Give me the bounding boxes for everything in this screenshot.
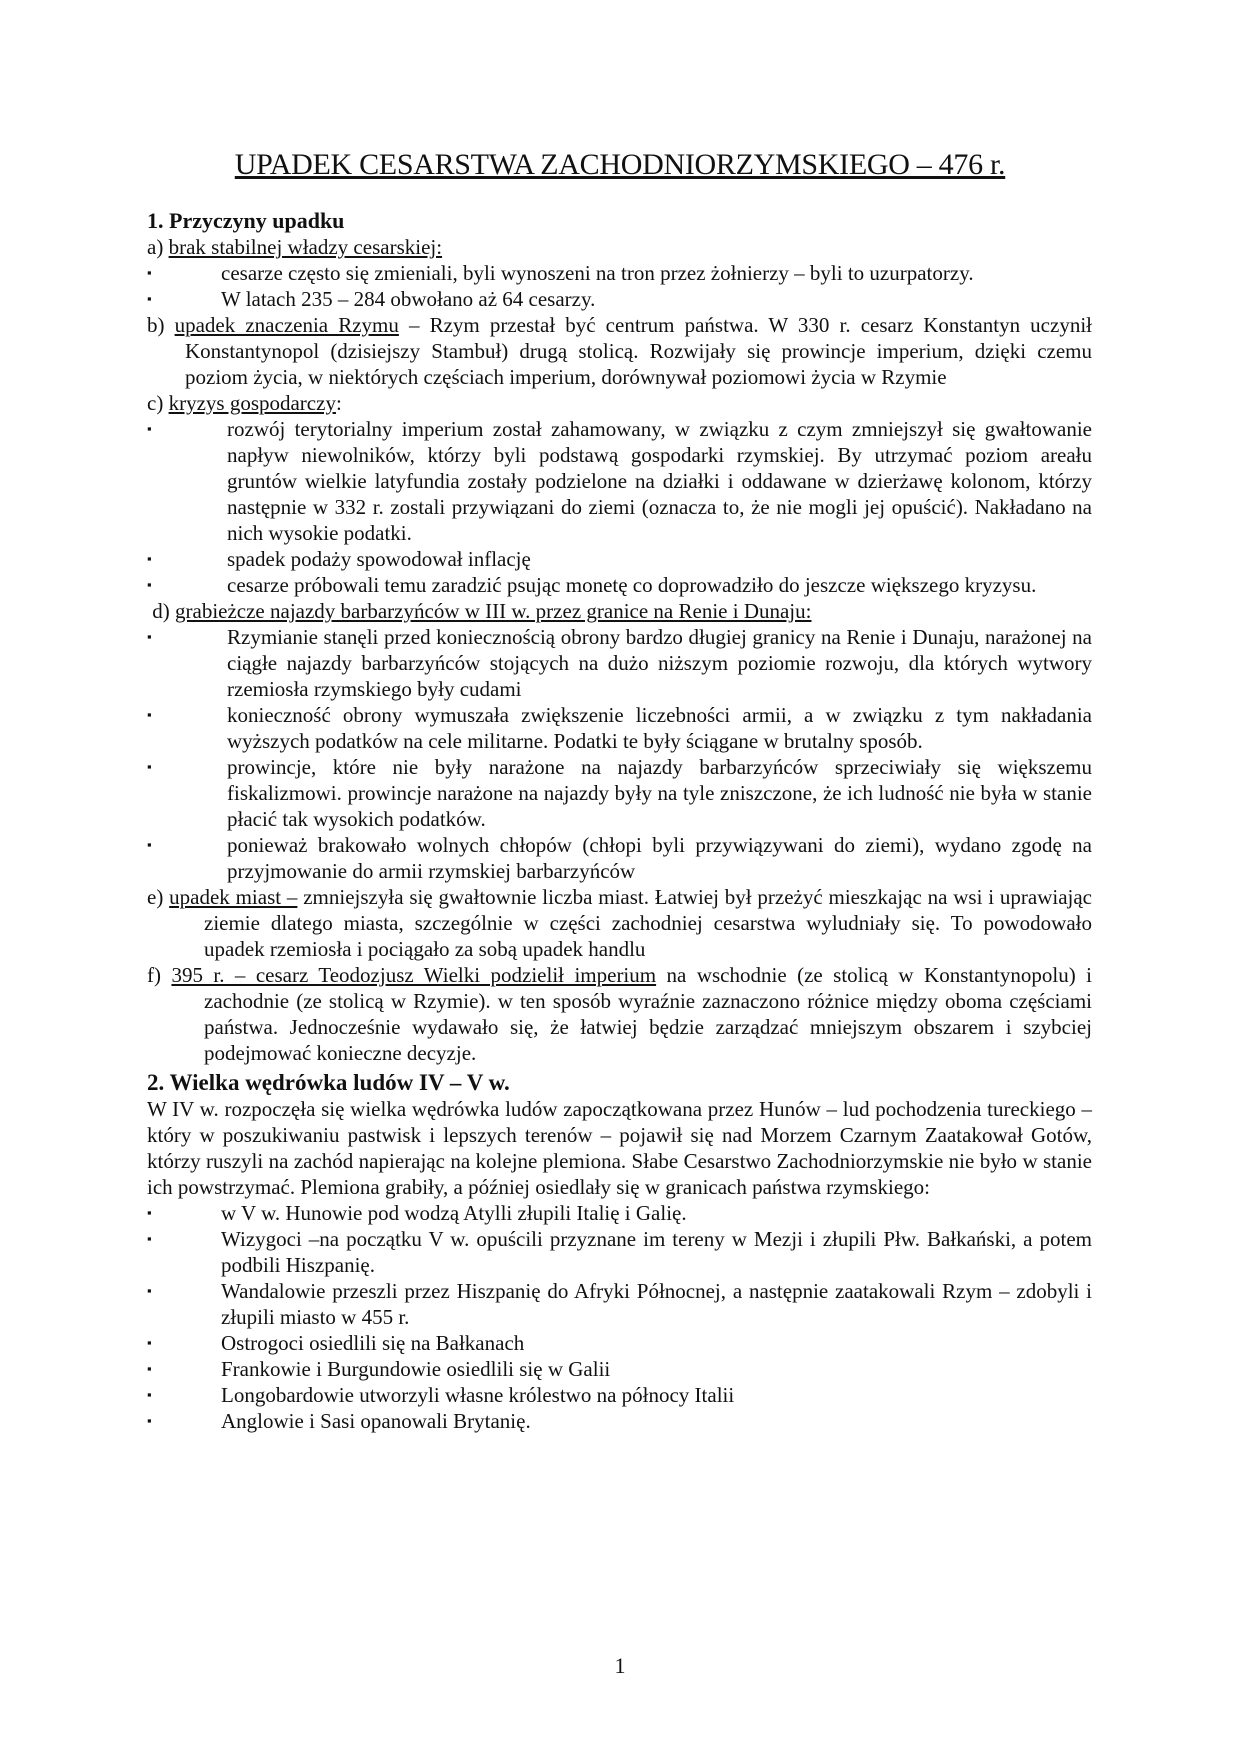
point-c-title: kryzys gospodarczy — [168, 391, 336, 415]
point-c-list — [147, 416, 1092, 598]
list-item: ▪ Rzymianie stanęli przed koniecznością obrony bardzo długiej granicy na Renie i Dunaju, narażonej na ciągłe najazdy barbarzyńców stojących na dużo niższym poziomie rozwoju, dla których wytwory rzemiosła rzymskiego były cudami — [147, 625, 1092, 701]
bullet-icon: ▪ — [147, 421, 152, 436]
list-item: ▪ cesarze próbowali temu zaradzić psując monetę co doprowadziło do jeszcze większego kryzysu. — [147, 573, 1037, 597]
point-d — [147, 598, 1092, 624]
bullet-icon: ▪ — [147, 629, 152, 644]
bullet-icon: ▪ — [147, 1231, 152, 1246]
section2-heading: 2. Wielka wędrówka ludów IV – V w. — [147, 1070, 510, 1095]
point-e-label: e) — [147, 885, 170, 909]
point-a-title: brak stabilnej władzy cesarskiej: — [168, 235, 443, 259]
list-item: ▪ spadek podaży spowodował inflację — [147, 547, 531, 571]
section2-list — [147, 1200, 1092, 1434]
list-item: ▪ konieczność obrony wymuszała zwiększenie liczebności armii, a w związku z tym nakładania wyższych podatków na cele militarne. Podatki te były ściągane w brutalny sposób. — [147, 703, 1092, 753]
list-item: ▪ Anglowie i Sasi opanowali Brytanię. — [147, 1409, 531, 1433]
point-c-label: c) — [147, 391, 169, 415]
point-b-label: b) — [147, 313, 175, 337]
point-a-label: a) — [147, 235, 169, 259]
point-d-title: grabieżcze najazdy barbarzyńców w III w. przez granice na Renie i Dunaju: — [175, 599, 812, 623]
list-item: ▪ Longobardowie utworzyli własne królestwo na północy Italii — [147, 1383, 735, 1407]
list-item: ▪ w V w. Hunowie pod wodzą Atylli złupili Italię i Galię. — [147, 1201, 687, 1225]
page-number: 1 — [614, 1653, 626, 1678]
section1-heading: 1. Przyczyny upadku — [147, 208, 345, 233]
bullet-icon: ▪ — [147, 1413, 152, 1428]
list-item: ▪ rozwój terytorialny imperium został zahamowany, w związku z czym zmniejszył się gwałtowanie napływ niewolników, którzy byli podstawą gospodarki rzymskiej. By utrzymać poziom areału gruntów wielkie latyfundia zostały podzielone na działki i oddawane w dzierżawę kolonom, którzy następnie w 332 r. zostali przywiązani do ziemi (oznacza to, że nie mogli jej opuścić). Nakładano na nich wysokie podatki. — [147, 417, 1092, 545]
point-a — [147, 234, 1092, 260]
bullet-icon: ▪ — [147, 707, 152, 722]
list-item: ▪ Ostrogoci osiedlili się na Bałkanach — [147, 1331, 525, 1355]
point-b — [147, 312, 1092, 390]
bullet-icon: ▪ — [147, 265, 152, 280]
bullet-icon: ▪ — [147, 1335, 152, 1350]
bullet-icon: ▪ — [147, 1283, 152, 1298]
document-body — [147, 208, 1092, 1434]
list-item: ▪ Wandalowie przeszli przez Hiszpanię do Afryki Północnej, a następnie zaatakowali Rzym – zdobyli i złupili miasto w 455 r. — [147, 1279, 1092, 1329]
point-c: c) kryzys gospodarczy: — [147, 391, 342, 415]
point-b-text: – Rzym przestał być centrum państwa. W 330 r. cesarz Konstantyn uczynił Konstantynopol (dzisiejszy Stambuł) drugą stolicą. Rozwijały się prowincje imperium, dzięki czemu poziom życia, w niektórych częściach imperium, dorównywał poziomowi życia w Rzymie — [185, 313, 1092, 389]
list-item: ▪ ponieważ brakowało wolnych chłopów (chłopi byli przywiązywani do ziemi), wydano zgodę na przyjmowanie do armii rzymskiej barbarzyńców — [147, 833, 1092, 883]
bullet-icon: ▪ — [147, 1361, 152, 1376]
point-f-text: na wschodnie (ze stolicą w Konstantynopolu) i zachodnie (ze stolicą w Rzymie). w ten sposób wyraźnie zaznaczono różnice między oboma częściami państwa. Jednocześnie wydawało się, że łatwiej będzie zarządzać mniejszym obszarem i szybciej podejmować konieczne decyzje. — [204, 963, 1092, 1065]
point-f-label: f) — [147, 963, 172, 987]
list-item: ▪ Wizygoci –na początku V w. opuścili przyznane im tereny w Mezji i złupili Płw. Bałkański, a potem podbili Hiszpanię. — [147, 1227, 1092, 1277]
bullet-icon: ▪ — [147, 1387, 152, 1402]
point-e — [147, 884, 1092, 962]
point-f-title: 395 r. – cesarz Teodozjusz Wielki podzielił imperium — [171, 963, 657, 987]
section2-intro: W IV w. rozpoczęła się wielka wędrówka ludów zapoczątkowana przez Hunów – lud pochodzenia tureckiego – który w poszukiwaniu pastwisk i lepszych terenów – pojawił się nad Morzem Czarnym Zaatakował Gotów, którzy ruszyli na zachód napierając na kolejne plemiona. Słabe Cesarstwo Zachodniorzymskie nie było w stanie ich powstrzymać. Plemiona grabiły, a później osiedlały się w granicach państwa rzymskiego: — [147, 1097, 1092, 1199]
bullet-icon: ▪ — [147, 577, 152, 592]
list-item: ▪ cesarze często się zmieniali, byli wynoszeni na tron przez żołnierzy – byli to uzurpatorzy. — [147, 261, 974, 285]
point-d-list — [147, 624, 1092, 884]
bullet-icon: ▪ — [147, 551, 152, 566]
point-e-title: upadek miast – — [169, 885, 298, 909]
point-f — [147, 962, 1092, 1066]
bullet-icon: ▪ — [147, 1205, 152, 1220]
list-item: ▪ W latach 235 – 284 obwołano aż 64 cesarzy. — [147, 287, 596, 311]
point-a-list — [147, 260, 1092, 312]
page-title: UPADEK CESARSTWA ZACHODNIORZYMSKIEGO – 476 r. — [234, 148, 1006, 181]
point-e-text: zmniejszyła się gwałtownie liczba miast. Łatwiej był przeżyć mieszkając na wsi i uprawiając ziemie dlatego miasta, szczególnie w części zachodniej cesarstwa wyludniały się. To powodowało upadek rzemiosła i pociągało za sobą upadek handlu — [204, 885, 1092, 961]
bullet-icon: ▪ — [147, 291, 152, 306]
bullet-icon: ▪ — [147, 759, 152, 774]
list-item: ▪ Frankowie i Burgundowie osiedlili się w Galii — [147, 1357, 611, 1381]
point-b-title: upadek znaczenia Rzymu — [174, 313, 399, 337]
bullet-icon: ▪ — [147, 837, 152, 852]
point-d-label: d) — [147, 599, 175, 623]
list-item: ▪ prowincje, które nie były narażone na najazdy barbarzyńców sprzeciwiały się większemu fiskalizmowi. prowincje narażone na najazdy były na tyle zniszczone, że ich ludność nie była w stanie płacić tak wysokich podatków. — [147, 755, 1092, 831]
